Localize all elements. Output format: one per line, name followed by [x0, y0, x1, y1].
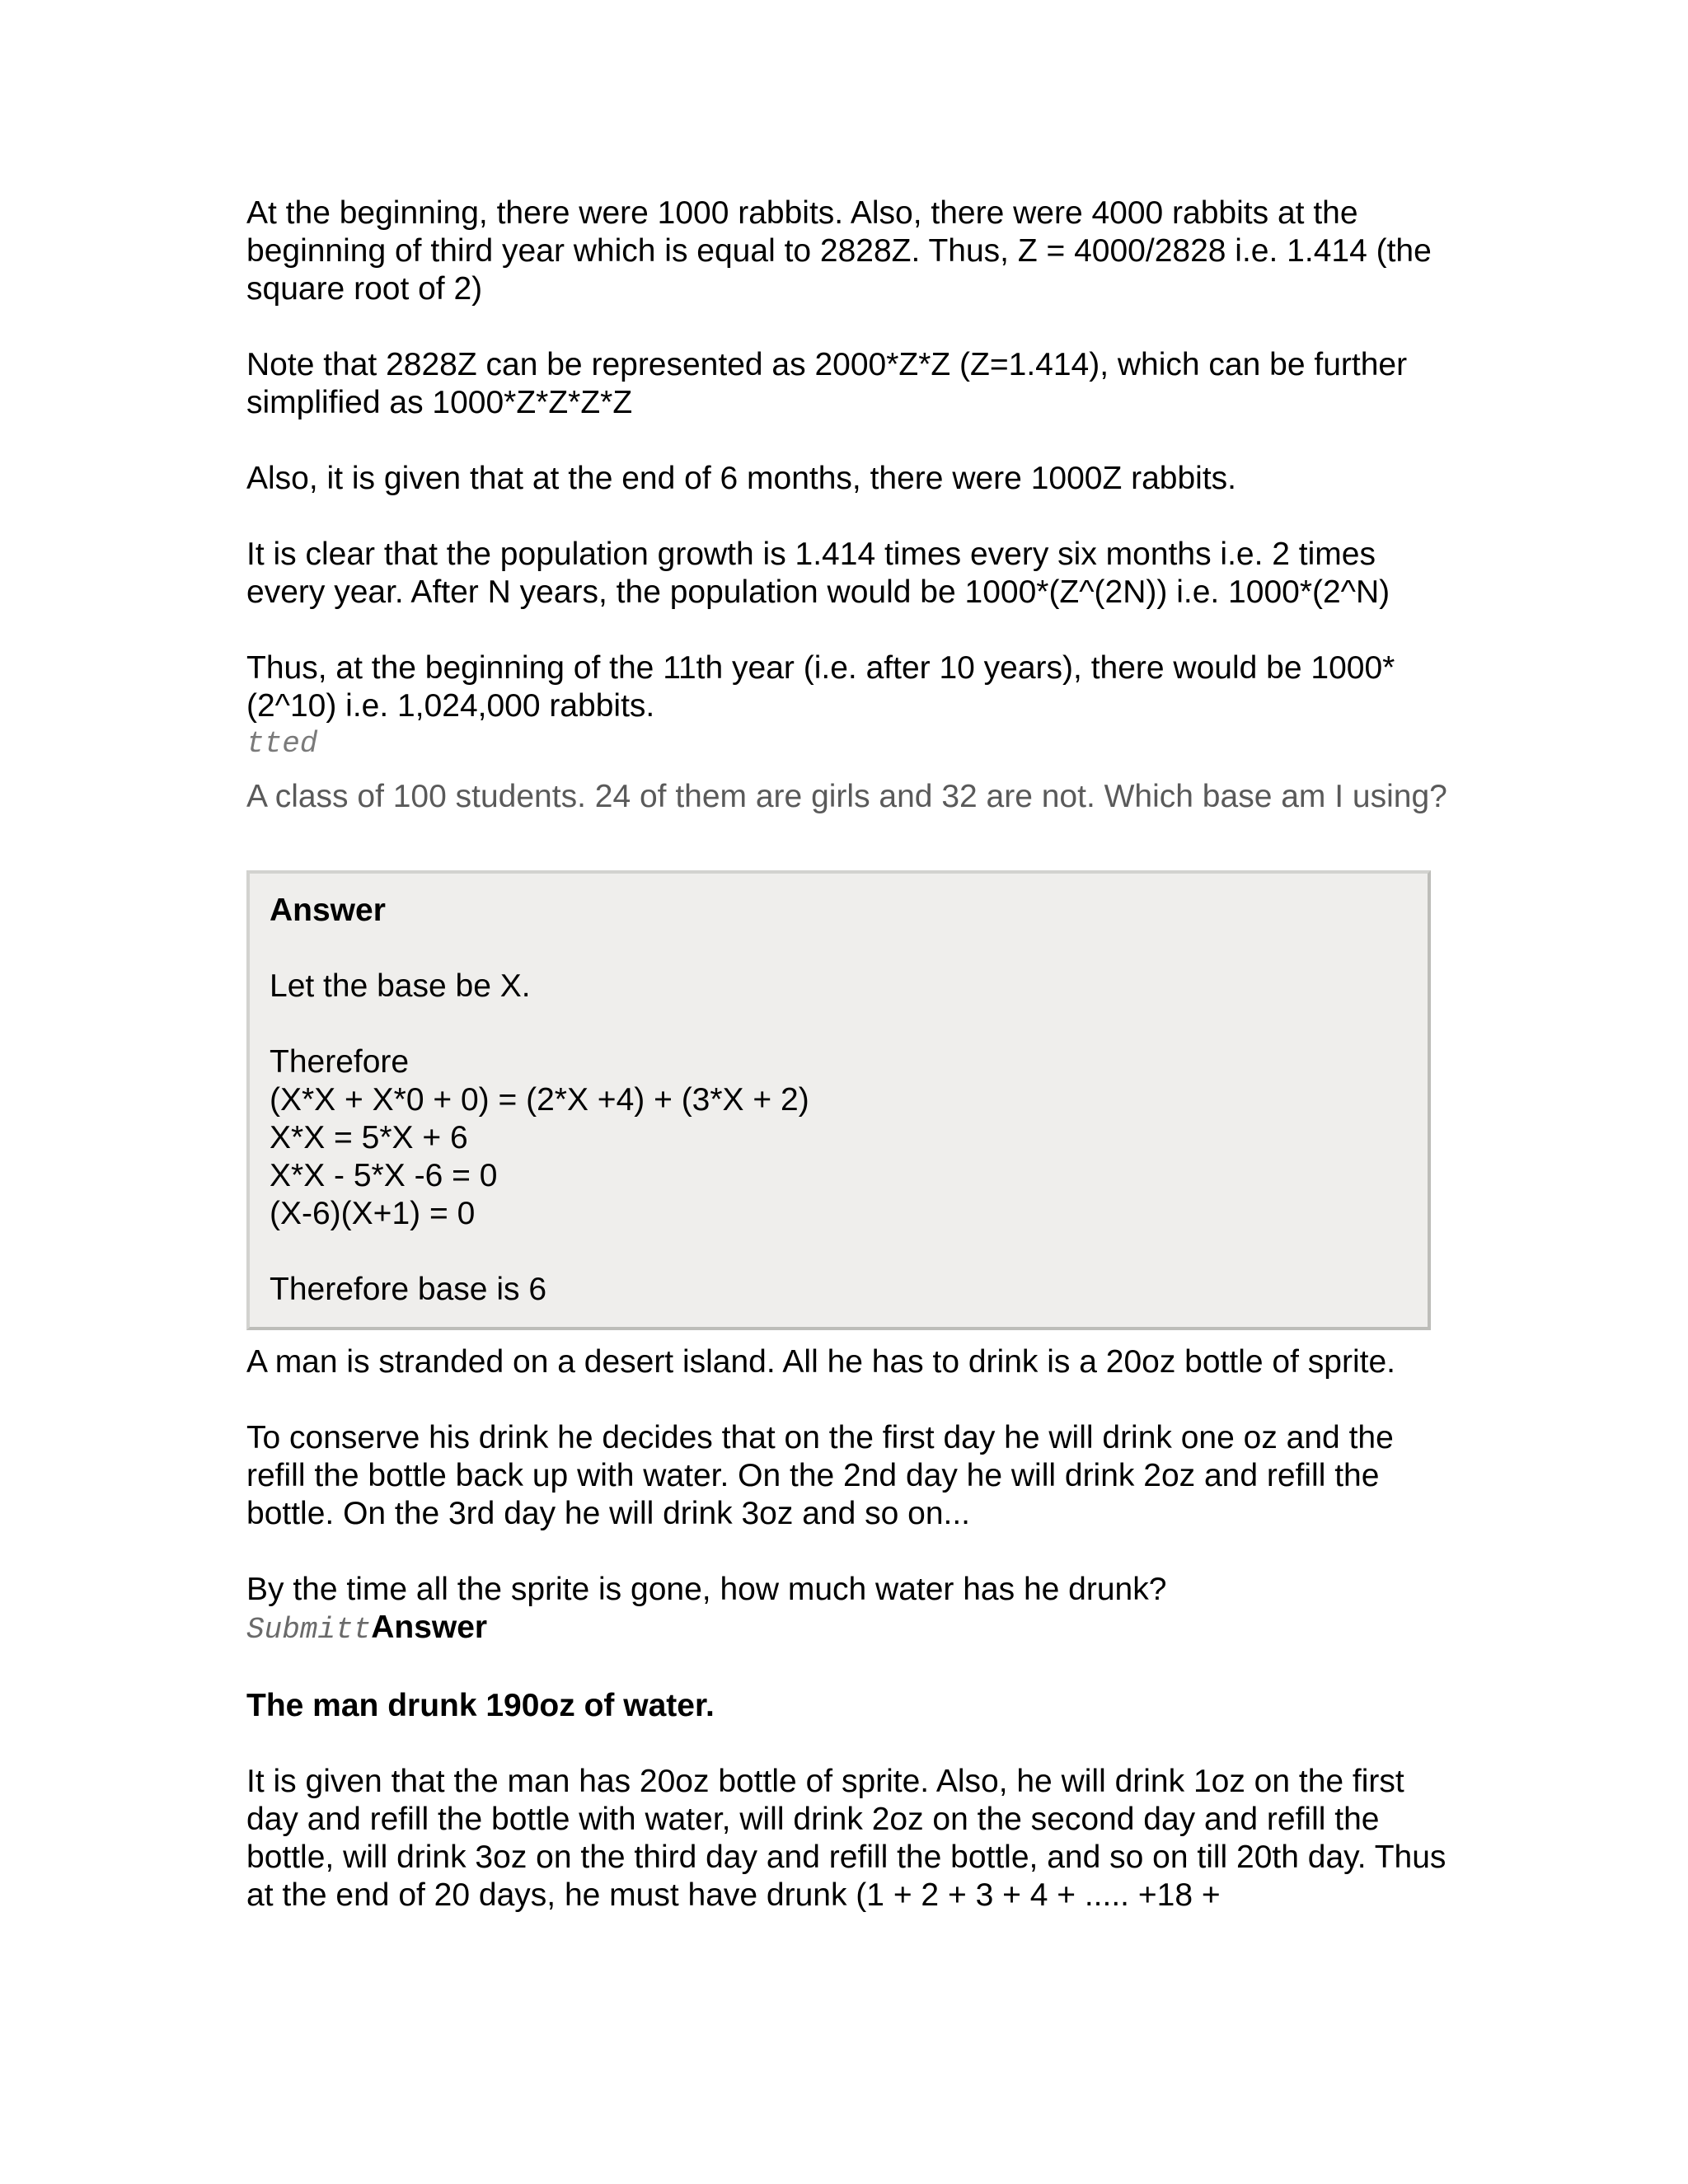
rabbits-paragraph-3: Also, it is given that at the end of 6 months, there were 1000Z rabbits.	[246, 461, 1237, 496]
answer-line-2: Therefore	[270, 1044, 410, 1080]
rabbits-paragraph-2: Note that 2828Z can be represented as 2000*Z*Z (Z=1.414), which can be further simplified as 1000*Z*Z*Z*Z	[246, 347, 1408, 420]
students-question: A class of 100 students. 24 of them are girls and 32 are not. Which base am I using?	[246, 779, 1447, 814]
equation-2: X*X = 5*X + 6	[270, 1120, 468, 1155]
rabbits-paragraph-4: It is clear that the population growth is 1.414 times every six months i.e. 2 times every year. After N years, the population would be 1000*(Z^(2N)) i.e. 1000*(2^N)	[246, 537, 1390, 610]
equation-1: (X*X + X*0 + 0) = (2*X +4) + (3*X + 2)	[270, 1082, 809, 1118]
equation-4: (X-6)(X+1) = 0	[270, 1196, 476, 1231]
sprite-fragment: Submitt	[246, 1613, 372, 1647]
answer-line-1: Let the base be X.	[270, 968, 531, 1004]
equation-3: X*X - 5*X -6 = 0	[270, 1158, 498, 1193]
sprite-explanation: It is given that the man has 20oz bottle of sprite. Also, he will drink 1oz on the first day and refill the bottle with water, will drink 2oz on the second day and refill the bottle, will drink 3oz on the third day and refill the bottle, and so on till 20th day. Thus at the end of 20 days, he must have drunk (1 + 2 + 3 + 4 + ..... +18 +	[246, 1764, 1447, 1913]
rabbits-fragment: tted	[246, 727, 318, 761]
sprite-answer-label: Answer	[371, 1610, 488, 1645]
answer-conclusion: Therefore base is 6	[270, 1272, 547, 1307]
sprite-answer-line	[246, 1609, 1450, 1649]
sprite-answer-bold: The man drunk 190oz of water.	[246, 1688, 715, 1723]
sprite-paragraph-1: A man is stranded on a desert island. All he has to drink is a 20oz bottle of sprite.	[246, 1344, 1395, 1380]
rabbits-paragraph-1: At the beginning, there were 1000 rabbits. Also, there were 4000 rabbits at the beginning of third year which is equal to 2828Z. Thus, Z = 4000/2828 i.e. 1.414 (the square root of 2)	[246, 195, 1432, 307]
sprite-paragraph-3: By the time all the sprite is gone, how much water has he drunk?	[246, 1572, 1167, 1607]
sprite-paragraph-2: To conserve his drink he decides that on the first day he will drink one oz and the refill the bottle back up with water. On the 2nd day he will drink 2oz and refill the bottle. On the 3rd day he will drink 3oz and so on...	[246, 1420, 1394, 1531]
rabbits-paragraph-5: Thus, at the beginning of the 11th year (i.e. after 10 years), there would be 1000*(2^10) i.e. 1,024,000 rabbits.	[246, 650, 1395, 724]
document-body	[246, 194, 1450, 1915]
answer-box	[246, 870, 1431, 1330]
answer-heading: Answer	[270, 893, 386, 928]
